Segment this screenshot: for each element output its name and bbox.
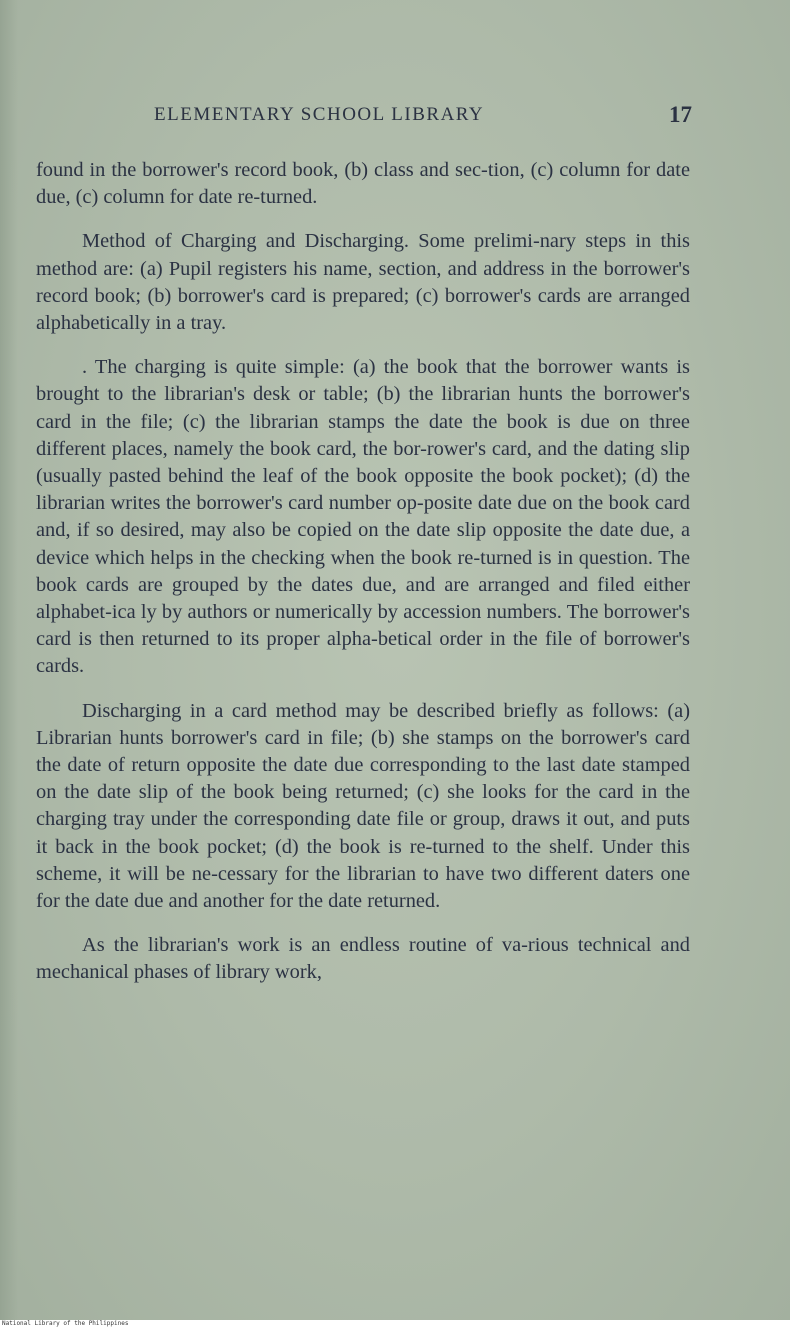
running-head: ELEMENTARY SCHOOL LIBRARY <box>154 104 485 125</box>
footer-credit: National Library of the Philippines <box>2 1320 129 1327</box>
paragraph-discharging: Discharging in a card method may be described briefly as follows: (a) Librarian hunts borrower's card in file; (b) she stamps on the borrower's card the date of return opposite the date due corresponding to the last date stamped on the date slip of the book being returned; (c) she looks for the card in the charging tray under the corresponding date file or group, draws it out, and puts it back in the book pocket; (d) the book is re-turned to the shelf. Under this scheme, it will be ne-cessary for the librarian to have two different daters one for the date due and another for the date returned. <box>36 699 690 913</box>
paragraph-method-of-charging: Method of Charging and Discharging. Some prelimi-nary steps in this method are: (a) Pupil registers his name, section, and address in the borrower's record book; (b) borrower's card is prepared; (c) borrower's cards are arranged alphabetically in a tray. <box>36 230 690 335</box>
body-text <box>36 157 690 987</box>
page-gutter-shadow <box>0 0 18 1320</box>
paragraph-continuation: found in the borrower's record book, (b) class and sec-tion, (c) column for date due, (c) column for date re-turned. <box>36 159 690 209</box>
page-header <box>36 100 696 136</box>
paragraph-charging-steps: . The charging is quite simple: (a) the book that the borrower wants is brought to the librarian's desk or table; (b) the librarian hunts the borrower's card in the file; (c) the librarian stamps the date the book is due on three different places, namely the book card, the bor-rower's card, and the dating slip (usually pasted behind the leaf of the book opposite the book pocket); (d) the librarian writes the borrower's card number op-posite date due on the book card and, if so desired, may also be copied on the date slip opposite the date due, a device which helps in the checking when the book re-turned is in question. The book cards are grouped by the dates due, and are arranged and filed either alphabet-ica ly by authors or numerically by accession numbers. The borrower's card is then returned to its proper alpha-betical order in the file of borrower's cards. <box>36 356 690 678</box>
page-number: 17 <box>669 102 692 127</box>
paragraph-librarian-work: As the librarian's work is an endless routine of va-rious technical and mechanical phases of library work, <box>36 934 690 984</box>
